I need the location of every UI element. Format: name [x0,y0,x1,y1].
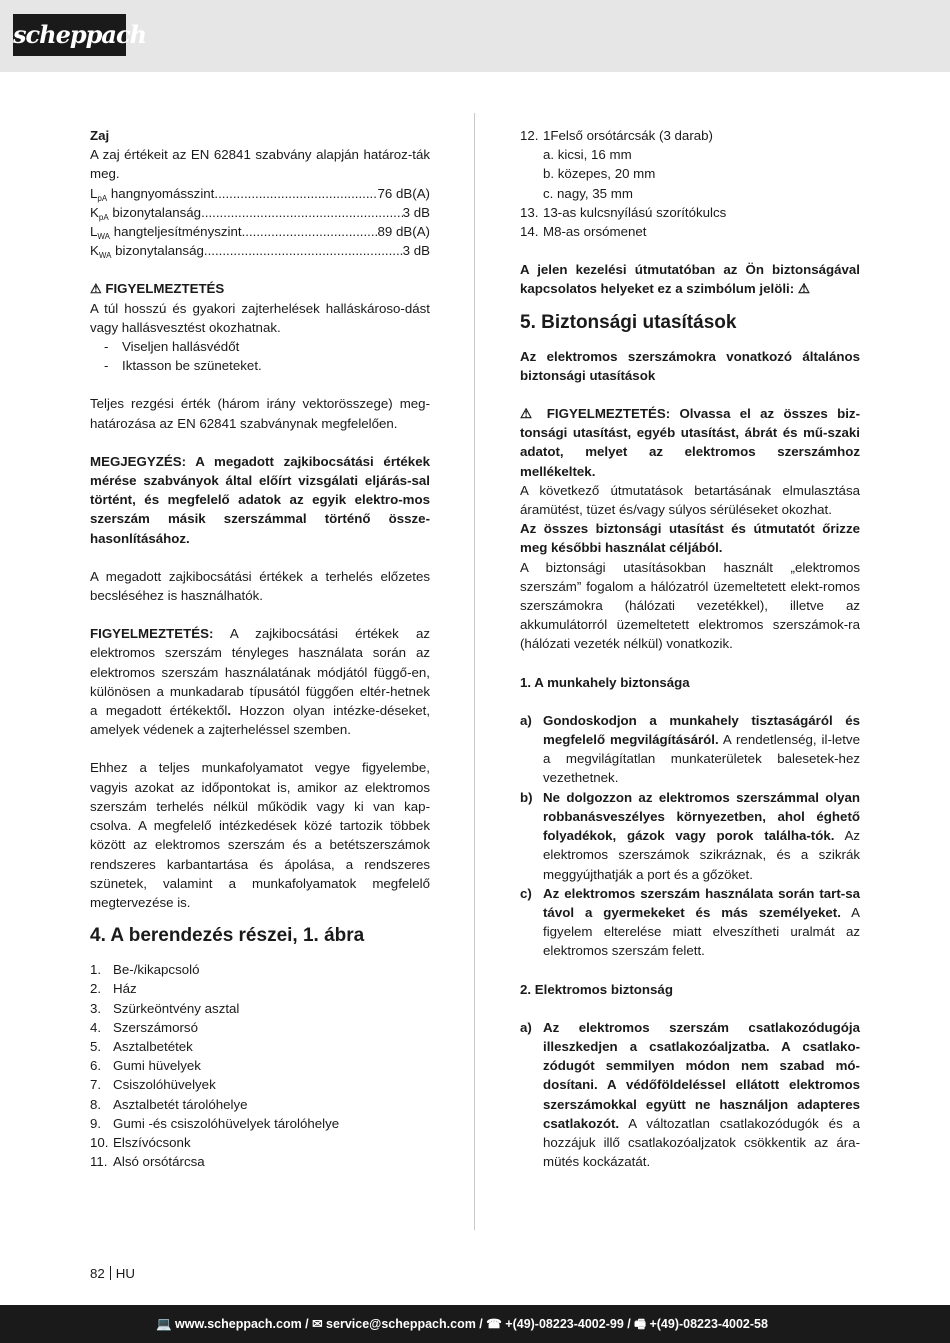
electrical-safety-list [520,1018,860,1172]
note-text: MEGJEGYZÉS: A megadott zajkibocsátási értékek mérése szabványok által előírt vizsgálati eljárás-sal történt, és megfelelő adatok az egyik elektro-mos szerszám másik szerszámmal történő össze-hasonlításához. [90,453,430,546]
part-number: 13. [520,204,539,220]
part-number: 14. [520,224,539,240]
spec-name: hangteljesítményszint [110,224,242,240]
noise-spec-row [90,203,430,222]
safety-item [520,788,860,884]
list-item-text: Iktasson be szüneteket. [122,358,262,374]
item-letter: a) [520,1019,532,1035]
part-item [520,126,860,145]
right-column [520,126,860,1171]
spec-symbol: K [90,204,99,220]
dash-bullet: - [104,358,109,374]
item-plain-text: Az elektromos szerszámok szikráznak, és a szikrák meggyújthatják a port és a gőzöket. [543,828,860,882]
part-item [520,203,860,222]
part-item [90,1095,430,1114]
list-item [90,356,430,375]
spec-label [90,203,201,222]
part-item [90,1075,430,1094]
spec-name: hangnyomásszint [107,185,215,201]
part-name: 13-as kulcsnyílású szorítókulcs [543,204,727,220]
warning2-text: FIGYELMEZTETÉS: A zajkibocsátási értékek az elektromos szerszám tényleges használata során az elektromos szerszám használatának módjától függő-en, különösen a munkadarab típusától függően eltér-hetnek a megadott értékektől. Hozzon olyan intézke-déseket, amelyek védenek a zajterheléssel szemben. [90,626,431,738]
list-item-text: Viseljen hallásvédőt [122,339,240,355]
dash-bullet: - [104,339,109,355]
spec-name: bizonytalanság [111,243,204,259]
part-name: Be-/kikapcsoló [113,962,200,978]
part-item [90,1018,430,1037]
item-bold-text: Gondoskodjon a munkahely tisztaságáról és megfelelő megvilágításáról. [543,712,860,748]
item-text [543,1018,860,1172]
spec-subscript: WA [97,232,110,242]
spec-subscript: pA [97,193,108,203]
spec-subscript: pA [98,212,109,222]
estimate-text: A megadott zajkibocsátási értékek a terhelés előzetes becsléséhez is használhatók. [90,568,430,604]
part-subitem: c. nagy, 35 mm [543,185,633,201]
leader-dots [214,184,377,203]
parts-list-right [520,126,860,241]
part-item [90,1037,430,1056]
part-name: Szerszámorsó [113,1019,198,1035]
safety-item [520,884,860,961]
part-item [90,1056,430,1075]
spec-value: 89 dB(A) [377,224,430,240]
spec-symbol: L [90,224,98,240]
symbol-note: A jelen kezelési útmutatóban az Ön biztonságával kapcsolatos helyeket ez a szimbólum jelöli: ⚠ [520,262,860,297]
electrical-safety-title: 2. Elektromos biztonság [520,981,673,997]
part-name: Elszívócsonk [113,1134,191,1150]
item-letter: b) [520,789,533,805]
part-name: Asztalbetét tárolóhelye [113,1096,248,1112]
brand-logo: scheppach [13,14,126,56]
left-column [90,126,430,1171]
part-name: 1Felső orsótárcsák (3 darab) [543,128,713,143]
item-text [543,884,860,961]
header-bar [0,0,950,72]
noise-spec-row [90,184,430,203]
part-name: Csiszolóhüvelyek [113,1077,216,1093]
safety-item [520,1018,860,1172]
list-item [90,337,430,356]
part-item [90,979,430,998]
part-subitem: a. kicsi, 16 mm [543,147,632,163]
part-number: 11. [90,1154,108,1170]
noise-spec-list [90,184,430,261]
warning-icon: ⚠ [90,281,102,297]
item-bold-text: Az elektromos szerszám csatlakozódugója illeszkedjen a csatlakozóaljzatba. A csatlako-zódugót semmilyen módon nem szabad mó-dosítani. A védőföldeléssel ellátott elektromos szerszámokkal együtt ne használjon adapteres csatlakozót. [543,1019,860,1131]
part-name: Szürkeöntvény asztal [113,1000,240,1016]
term-definition: A biztonsági utasításokban használt „elektromos szerszám” fogalom a hálózatról üzemeltetett elekt-romos szerszámokra (hálózati vezetékkel), illetve az akkumulátorról üzemeltetett elektromos szerszámok-ra (hálózati vezeték nélkül) vonatkozik. [520,559,860,652]
leader-dots [242,222,378,241]
item-letter: a) [520,712,532,728]
spec-symbol: K [90,243,99,259]
part-name: M8-as orsómenet [543,224,647,240]
read-all-warning: ⚠ FIGYELMEZTETÉS: Olvassa el az összes biz-tonsági utasítást, egyéb utasítást, ábrát és mű-szaki adatot, melyet az elektromos szerszámhoz mellékeltek. [520,406,860,479]
part-name: Asztalbetétek [113,1038,193,1054]
spec-symbol: L [90,185,98,201]
vibration-text: Teljes rezgési érték (három irány vektorösszege) meg-határozása az EN 62841 szabványnak megfelelően. [90,396,430,431]
part-item [90,1133,430,1152]
section-4-title: 4. A berendezés részei, 1. ábra [90,925,365,947]
part-number: 2. [90,981,102,997]
spec-label [90,184,214,203]
leader-dots [204,241,403,260]
item-bold-text: Az elektromos szerszám használata során tart-sa távol a gyermekeket és más személyeket. [543,885,860,920]
item-plain-text: A változatlan csatlakozódugók és a hozzájuk illő csatlakozóaljzatok csökkentik az ára-mütés kockázatát. [543,1115,860,1170]
part-number: 10. [90,1134,109,1150]
workflow-text: Ehhez a teljes munkafolyamatot vegye figyelembe, vagyis azokat az időpontokat is, amikor az elektromos szerszám terhelés nélkül működik vagy ki van kap-csolva. A megfelelő intézkedések közé tartozik többek között az elektromos szerszám és a betétszerszámok rendszeres karbantartása és ápolása, a rendszeres szünetek, valamint a munkafolyamatok megfelelő megtervezése is. [90,760,430,910]
part-item [90,999,430,1018]
part-item [90,1114,430,1133]
contact-line: 💻 www.scheppach.com / ✉ service@scheppach.com / ☎ +(49)-08223-4002-99 / 🖷 +(49)-08223-4002-58 [156,1317,768,1331]
part-item [90,1152,430,1171]
part-number: 5. [90,1038,102,1054]
part-name: Ház [113,981,137,997]
spec-value: 3 dB [402,204,430,220]
noise-spec-row [90,241,430,260]
work-area-list [520,711,860,961]
part-number: 8. [90,1096,102,1112]
part-number: 9. [90,1115,102,1131]
section-5-title: 5. Biztonsági utasítások [520,311,737,333]
part-number: 3. [90,1000,102,1016]
spec-subscript: WA [98,251,112,261]
item-text [543,711,860,788]
general-safety-title: Az elektromos szerszámokra vonatkozó általános biztonsági utasítások [520,348,860,383]
footer-bar [0,1305,950,1343]
warning-text: A túl hosszú és gyakori zajterhelések halláskároso-dást vagy hallásvesztést okozhatnak. [90,300,430,335]
zaj-heading: Zaj [90,128,110,143]
warning-consequence: A következő útmutatások betartásának elmulasztása áramütést, tüzet és/vagy súlyos sérüléseket okozhat. [520,482,860,518]
spec-label [90,241,204,260]
zaj-intro: A zaj értékeit az EN 62841 szabvány alapján határoz-ták meg. [90,147,430,182]
part-item [520,222,860,241]
item-plain-text: A figyelem elterelése miatt elveszítheti uralmát az elektromos szerszám felett. [543,904,860,959]
part-item [90,960,430,979]
part-name: Alsó orsótárcsa [113,1154,205,1170]
work-area-title: 1. A munkahely biztonsága [520,674,690,690]
part-number: 7. [90,1077,102,1093]
item-text [543,788,860,884]
leader-dots [201,203,403,222]
part-number: 12. [520,128,539,143]
spec-value: 3 dB [402,243,430,259]
item-letter: c) [520,885,532,901]
item-bold-text: Ne dolgozzon az elektromos szerszámmal olyan robbanásveszélyes környezetben, ahol éghető folyadékok, gázok vagy porok találha-tók. [543,789,860,844]
part-name: Gumi hüvelyek [113,1058,201,1074]
item-plain-text: A rendetlenség, il-letve a megvilágítatlan munkaterületek balesetek-hez vezethetnek. [543,732,860,786]
part-number: 6. [90,1058,102,1074]
spec-label [90,222,242,241]
part-subitem: b. közepes, 20 mm [543,166,656,182]
warning-list [90,337,430,375]
spec-name: bizonytalanság [108,204,202,220]
page-number: 82 HU [90,1266,136,1281]
safety-item [520,711,860,788]
keep-instructions: Az összes biztonsági utasítást és útmutatót őrizze meg későbbi használat céljából. [520,521,860,556]
spec-value: 76 dB(A) [377,185,430,201]
part-name: Gumi -és csiszolóhüvelyek tárolóhelye [113,1115,340,1131]
noise-spec-row [90,222,430,241]
column-divider [474,113,475,1230]
part-number: 1. [90,962,102,978]
warning-heading: ⚠ FIGYELMEZTETÉS [90,281,225,297]
part-number: 4. [90,1019,102,1035]
parts-list-left [90,960,430,1171]
